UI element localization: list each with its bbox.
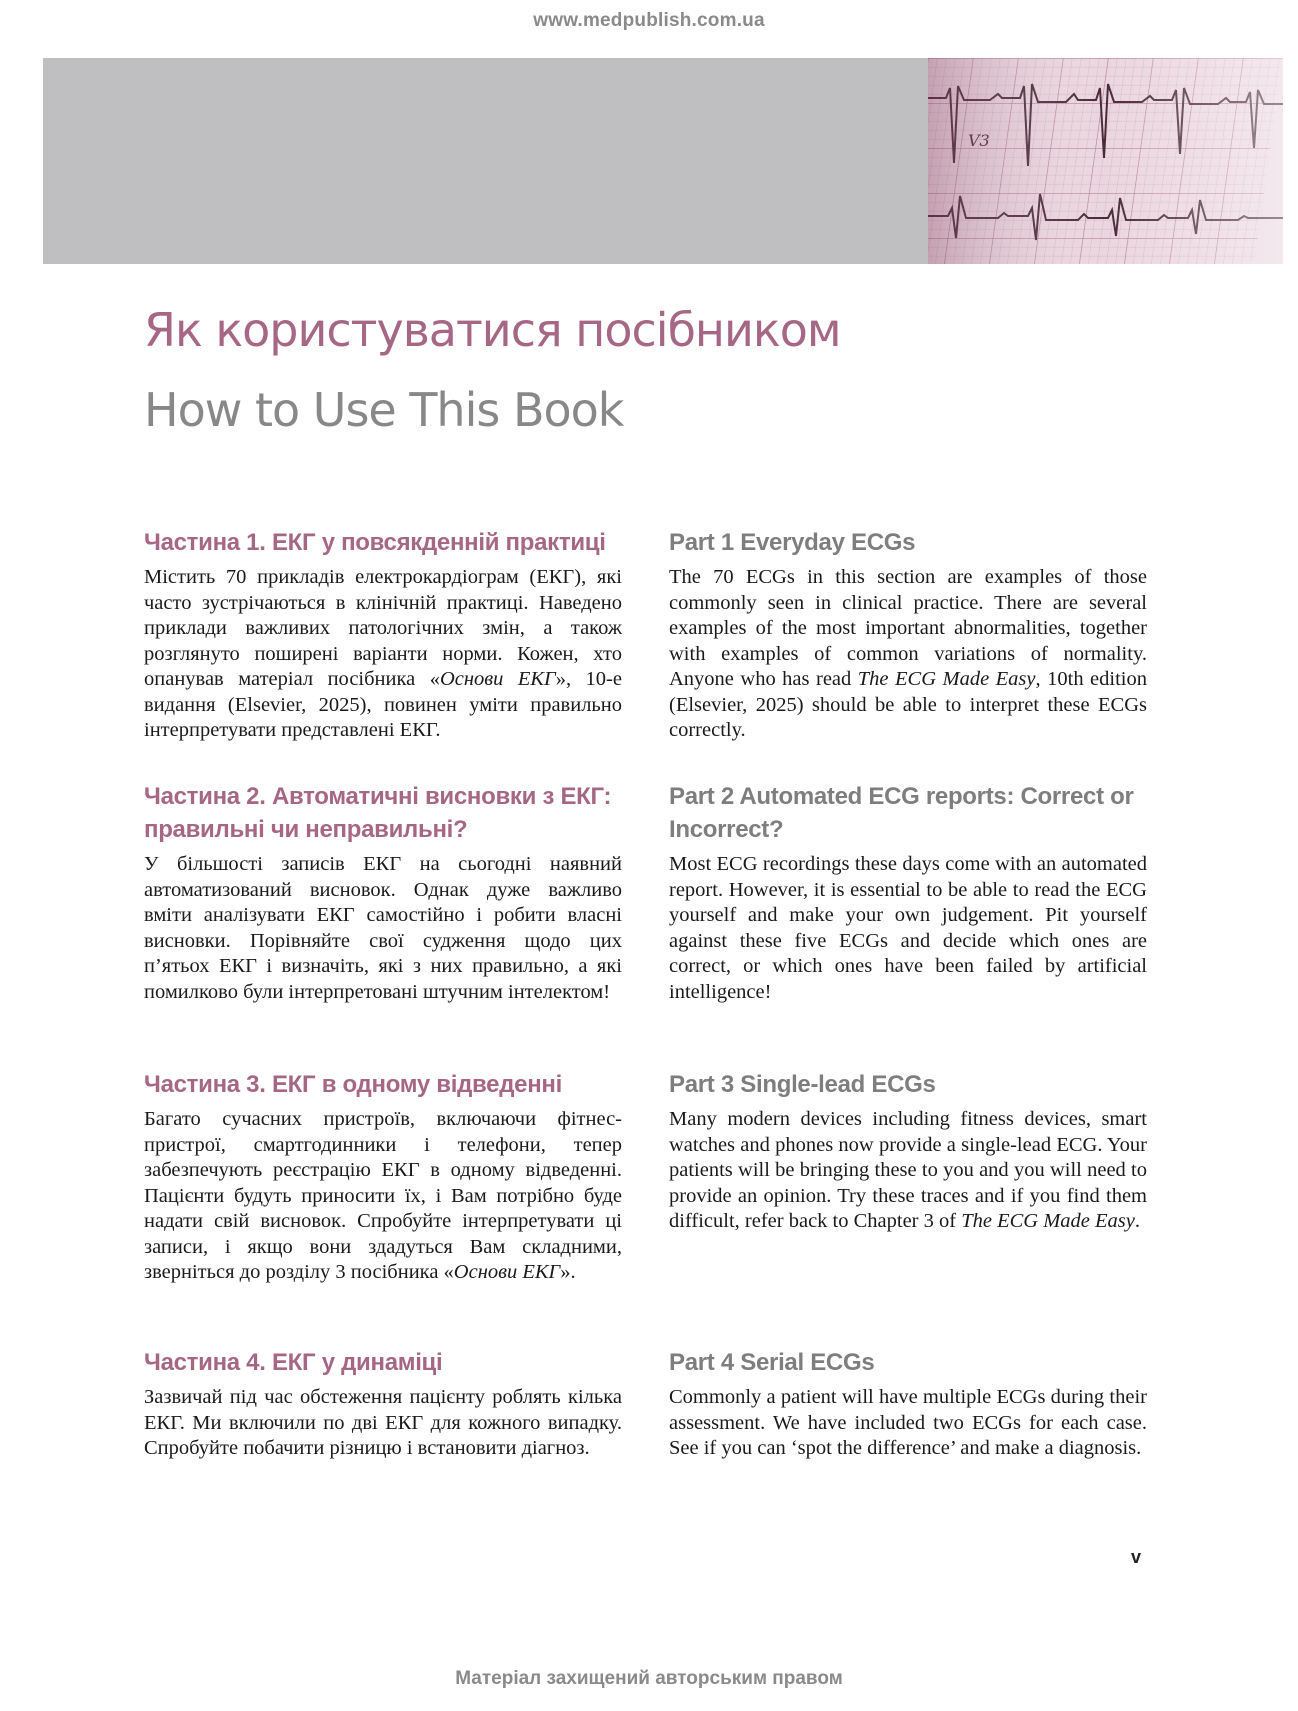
part3-body-en: Many modern devices including fitness devices, smart watches and phones now provide a single-lead ECG. Your patients will be bringing these to you and you will need to provide an opinion. Try these traces and if you find them difficult, refer back to Chapter 3 of The ECG Made Easy. — [669, 1108, 1147, 1232]
part1-body-uk: Містить 70 прикладів електрокардіограм (ЕКГ), які часто зустрічаються в клінічній практиці. Наведено приклади важливих патологічних змін, а також розглянуто поширені варіанти норми. Кожен, хто опанував матеріал посібника «Основи ЕКГ», 10-е видання (Elsevier, 2025), повинен уміти правильно інтерпретувати представлені ЕКГ. — [144, 566, 622, 741]
part1-heading-uk: Частина 1. ЕКГ у повсякденній практиці — [144, 529, 606, 556]
part1-body-en: The 70 ECGs in this section are examples of those commonly seen in clinical practice. There are several examples of the most important abnormalities, together with examples of common variations of normality. Anyone who has read The ECG Made Easy, 10th edition (Elsevier, 2025) should be able to interpret these ECGs correctly. — [669, 566, 1147, 741]
part2-heading-en: Part 2 Automated ECG reports: Correct or Incorrect? — [669, 783, 1134, 843]
part3-body-uk: Багато сучасних пристроїв, включаючи фітнес-пристрої, смартгодинники і телефони, тепер забезпечують реєстрацію ЕКГ в одному відведенні. Пацієнти будуть приносити їх, і Вам потрібно буде надати свій висновок. Спробуйте інтерпретувати ці записи, і якщо вони здадуться Вам складними, зверніться до розділу 3 посібника «Основи ЕКГ». — [144, 1108, 622, 1283]
ecg-trace-image — [928, 58, 1283, 264]
part2-english — [669, 780, 1147, 1005]
part3-heading-uk: Частина 3. ЕКГ в одному відведенні — [144, 1071, 562, 1098]
part3-ukrainian — [144, 1068, 622, 1286]
part1-heading-en: Part 1 Everyday ECGs — [669, 529, 916, 556]
part2-body-en: Most ECG recordings these days come with an automated report. However, it is essential to be able to read the ECG yourself and make your own judgement. Pit yourself against these five ECGs and decide which ones are correct, or which ones have been failed by artificial intelligence! — [669, 853, 1147, 1003]
part4-english — [669, 1346, 1147, 1462]
part2-ukrainian — [144, 780, 622, 1005]
part4-body-en: Commonly a patient will have multiple ECGs during their assessment. We have included two ECGs for each case. See if you can ‘spot the difference’ and make a diagnosis. — [669, 1386, 1147, 1459]
page-number: v — [1131, 1547, 1142, 1567]
part1-ukrainian — [144, 526, 622, 744]
part4-ukrainian — [144, 1346, 622, 1462]
part4-heading-uk: Частина 4. ЕКГ у динаміці — [144, 1349, 443, 1376]
page-title-english: How to Use This Book — [144, 383, 624, 437]
part2-heading-uk: Частина 2. Автоматичні висновки з ЕКГ: правильні чи неправильні? — [144, 783, 612, 843]
part1-english — [669, 526, 1147, 744]
part3-english — [669, 1068, 1147, 1235]
site-url-header: www.medpublish.com.ua — [533, 10, 765, 31]
part4-heading-en: Part 4 Serial ECGs — [669, 1349, 875, 1376]
part2-body-uk: У більшості записів ЕКГ на сьогодні наявний автоматизований висновок. Однак дуже важливо вміти аналізувати ЕКГ самостійно і робити власні висновки. Порівняйте свої судження щодо цих п’ятьох ЕКГ і визначіть, які з них правильно, а які помилково були інтерпретовані штучним інтелектом! — [144, 853, 622, 1003]
page-title-ukrainian: Як користуватися посібником — [144, 303, 841, 357]
part4-body-uk: Зазвичай під час обстеження пацієнту роблять кілька ЕКГ. Ми включили по дві ЕКГ для кожного випадку. Спробуйте побачити різницю і встановити діагноз. — [144, 1386, 622, 1459]
copyright-notice: Матеріал захищений авторським правом — [455, 1668, 843, 1689]
title-block — [144, 300, 841, 440]
part3-heading-en: Part 3 Single-lead ECGs — [669, 1071, 936, 1098]
